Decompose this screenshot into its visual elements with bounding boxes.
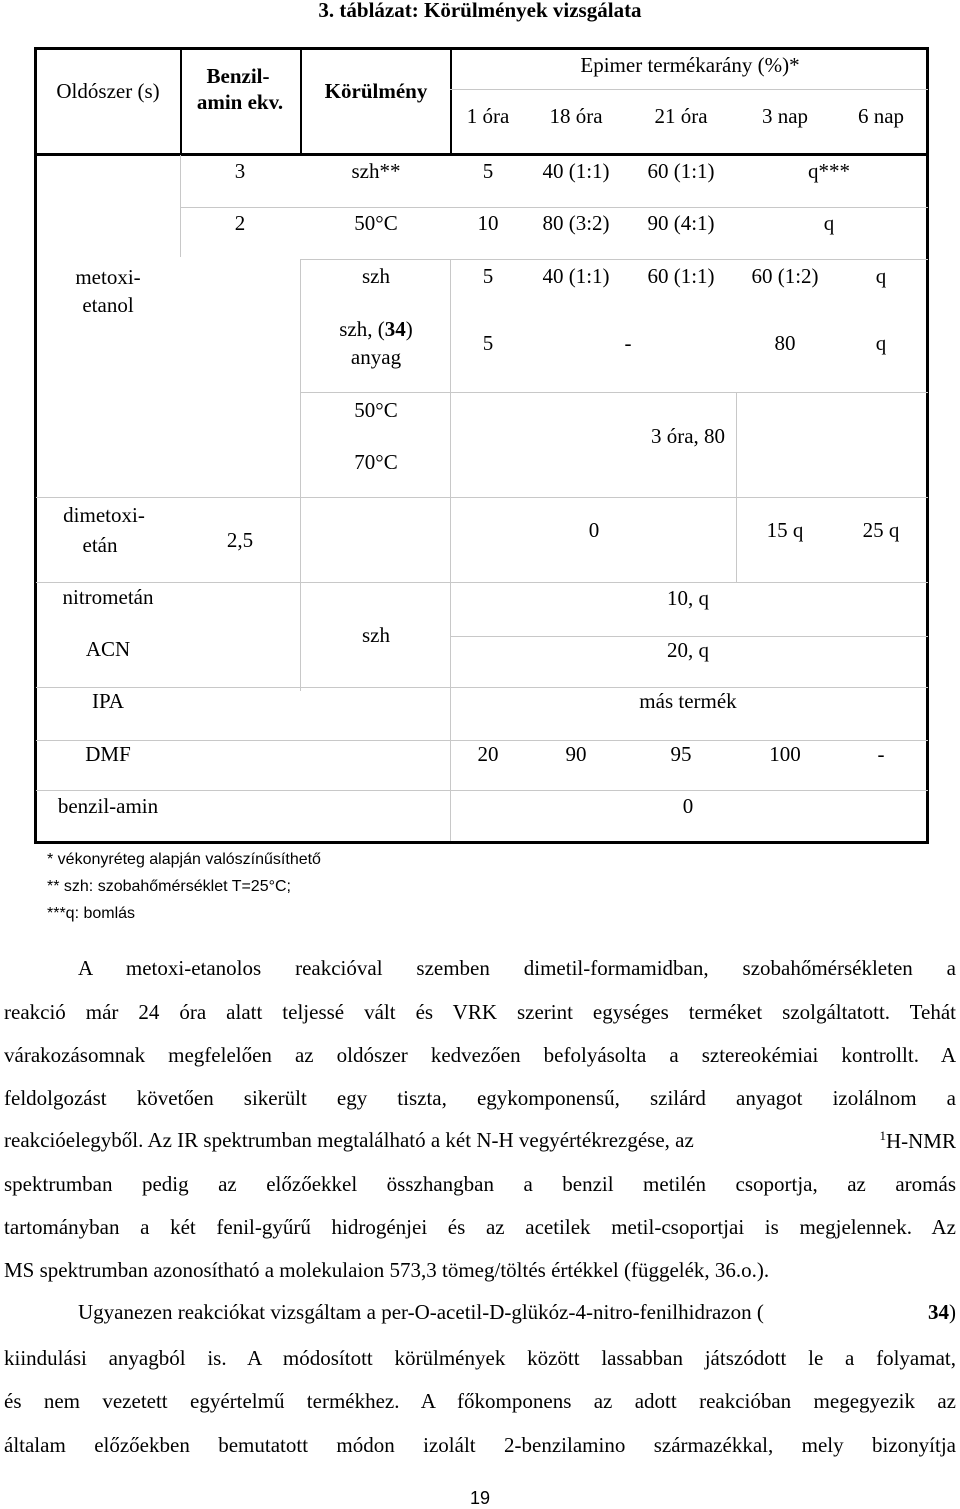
body-line-4: feldolgozást követően sikerült egy tiszta, egykomponensű, szilárd anyagot izolálnom a [4, 1086, 956, 1110]
r6-v5: 25 q [862, 518, 900, 542]
nmr-text: H-NMR [885, 1129, 956, 1153]
header-time-6d: 6 nap [857, 104, 905, 128]
r4-cond-line2: anyag [350, 345, 402, 369]
r1-eq: 3 [234, 159, 246, 183]
r1-v1: 5 [482, 159, 494, 183]
header-solvent: Oldószer (s) [56, 79, 160, 103]
solvent-dmf: DMF [85, 742, 131, 766]
solvent-nitrometan: nitrometán [62, 585, 154, 609]
r11-value: 0 [682, 794, 694, 818]
r5-cond-b: 70°C [354, 450, 398, 474]
r4-v2: - [624, 331, 632, 355]
body-line-6: spektrumban pedig az előzőekkel összhangban a benzil metilén csoportja, az aromás [4, 1172, 956, 1196]
table-caption: 3. táblázat: Körülmények vizsgálata [318, 0, 642, 22]
r8-value: 20, q [667, 638, 709, 662]
r2-v1: 10 [477, 211, 499, 235]
r4-v1: 5 [482, 331, 494, 355]
r2-eq: 2 [234, 211, 246, 235]
body-line-3: várakozásomnak megfelelően az oldószer kedvezően befolyásolta a sztereokémiai kontrollt. A [4, 1043, 956, 1067]
r2-cond: 50°C [354, 211, 398, 235]
body-line-9 [78, 1300, 956, 1325]
r1-v45: q*** [808, 159, 850, 183]
header-time-3d: 3 nap [761, 104, 809, 128]
r10-v3: 95 [670, 742, 692, 766]
r7-value: 10, q [667, 586, 709, 610]
body-line-9-text: Ugyanezen reakciókat vizsgáltam a per-O-acetil-D-glükóz-4-nitro-fenilhidrazon ( [78, 1300, 764, 1324]
page-number: 19 [469, 1488, 491, 1508]
header-condition: Körülmény [324, 79, 428, 103]
compound-34: 34 [928, 1300, 949, 1324]
solvent-acn: ACN [85, 637, 131, 661]
header-time-18h: 18 óra [549, 104, 603, 128]
r5-value: 3 óra, 80 [650, 424, 726, 448]
r10-v2: 90 [565, 742, 587, 766]
nmr-superscript: 1 [879, 1128, 886, 1143]
paren-close: ) [949, 1300, 956, 1324]
body-line-12: általam előzőekben bemutatott módon izolált 2-benzilamino származékkal, mely bizonyítja [4, 1433, 956, 1457]
r2-v2: 80 (3:2) [542, 211, 610, 235]
r2-v3: 90 (4:1) [647, 211, 715, 235]
solvent-dimetoxietan-line1: dimetoxi- [63, 503, 145, 527]
footnote-2: ** szh: szobahőmérséklet T=25°C; [47, 878, 291, 895]
cond-szh-shared: szh [362, 623, 390, 647]
solvent-ipa: IPA [92, 689, 124, 713]
footnote-1: * vékonyréteg alapján valószínűsíthető [47, 851, 321, 868]
r6-v1: 0 [588, 518, 600, 542]
r3-v1: 5 [482, 264, 494, 288]
r3-v5: q [875, 264, 887, 288]
r3-v3: 60 (1:1) [647, 264, 715, 288]
r1-cond: szh** [351, 159, 401, 183]
r10-v4: 100 [769, 742, 801, 766]
header-benzylamine-eq-line2: amin ekv. [196, 90, 284, 114]
body-line-5-text: reakcióelegyből. Az IR spektrumban megtalálható a két N-H vegyértékrezgése, az [4, 1128, 700, 1152]
r1-v3: 60 (1:1) [647, 159, 715, 183]
footnote-3: ***q: bomlás [47, 905, 136, 922]
body-line-5 [4, 1128, 956, 1154]
body-line-2: reakció már 24 óra alatt teljessé vált és VRK szerint egységes terméket szolgáltatott. Tehát [4, 1000, 956, 1024]
body-line-5-nmr [879, 1128, 956, 1154]
r3-cond: szh [362, 264, 390, 288]
r4-cond-line1: szh, (34) [339, 317, 413, 341]
r4-v5: q [875, 331, 887, 355]
header-time-1h: 1 óra [466, 104, 510, 128]
body-line-11: és nem vezetett egyértelmű termékhez. A főkomponens az adott reakcióban megegyezik az [4, 1389, 956, 1413]
r3-v4: 60 (1:2) [751, 264, 819, 288]
body-line-7: tartományban a két fenil-gyűrű hidrogénjei és az acetilek metil-csoportjai is megjelennek. Az [4, 1215, 956, 1239]
body-line-10: kiindulási anyagból is. A módosított körülmények között lassabban játszódott le a folyamat, [4, 1346, 956, 1370]
r5-cond-a: 50°C [354, 398, 398, 422]
header-benzylamine-eq-line1: Benzil- [206, 64, 270, 88]
header-time-21h: 21 óra [654, 104, 708, 128]
r1-v2: 40 (1:1) [542, 159, 610, 183]
eq-shared: 2,5 [226, 528, 254, 552]
solvent-dimetoxietan-line2: etán [82, 533, 118, 557]
r3-v2: 40 (1:1) [542, 264, 610, 288]
header-epimer-ratio: Epimer termékarány (%)* [580, 53, 800, 77]
r2-v45: q [823, 211, 835, 235]
body-line-1: A metoxi-etanolos reakcióval szemben dimetil-formamidban, szobahőmérsékleten a [78, 956, 956, 980]
solvent-benzilamin: benzil-amin [57, 794, 159, 818]
solvent-metoxietanol-line1: metoxi- [75, 265, 141, 289]
body-line-8: MS spektrumban azonosítható a molekulaion 573,3 tömeg/töltés értékkel (függelék, 36.o.). [4, 1258, 770, 1282]
r9-value: más termék [639, 689, 737, 713]
r6-v4: 15 q [766, 518, 804, 542]
solvent-metoxietanol-line2: etanol [82, 293, 134, 317]
r10-v1: 20 [477, 742, 499, 766]
r10-v5: - [877, 742, 885, 766]
r4-v4: 80 [774, 331, 796, 355]
body-line-9-end [928, 1300, 956, 1325]
